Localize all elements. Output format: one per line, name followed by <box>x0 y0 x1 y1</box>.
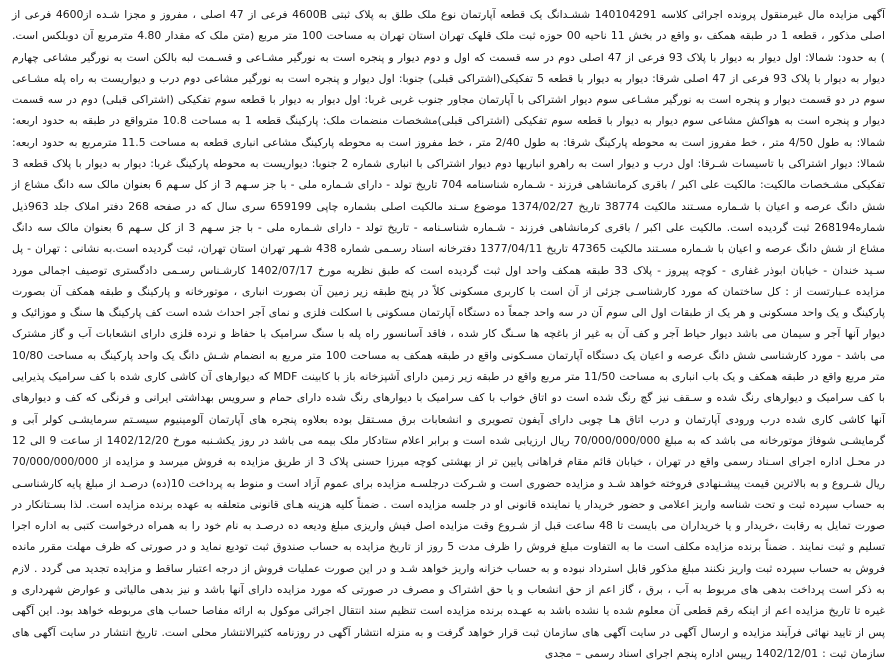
auction-notice-text: آگهی مزایده مال غیرمنقول پرونده اجرائی کلاسه 140104291 ششـدانگ یک قطعه آپارتمان نوع ملک طلق به پلاک ثبتی 4600B فرعی از 47 اصلی ، مفروز و مجزا شـده از4600 فرعی از اصلی مذکور ، قطعه 1 در طبقه همکف ،و واقع در بخش 11 ناحیه 00 حوزه ثبت ملک قلهک تهران استان تهران به مساحت 100 متر مربع (متن ملک که مقدار 4.80 مترمربع آن دوبلکس است. ) به حدود: شمالا: اول دیوار به دیوار با پلاک 93 فرعی از 47 اصلی دوم در سه قسمت که اول و دوم دیوار و پنجره است به نورگیر مشـاعی و قسـمت لبه بالکن است به نورگیر مشاعی چهارم دیوار به دیوار با پلاک 93 فرعی از 47 اصلی شرقا: دیوار به دیوار با قطعه 5 تفکیکی(اشتراکی قبلی) جنوبا: اول دیوار و پنجره است به نورگیر مشاعی دوم درب و دیواریست به راه پله مشـاعی سوم در دو قسمت دیوار و پنجره است به نورگیر مشـاعی سوم دیوار اشتراکی با آپارتمان مجاور جنوب غربی غربا: اول دیوار به دیوار با قطعه سوم تفکیکی (اشتراکی قبلی) دوم در سه قسمت دیوار و پنجره است به هواکش مشاعی سوم دیوار به دیوار با قطعه سوم تفکیکی (اشتراکی قبلی)مشخصات منضمات ملک: پارکینگ قطعه 1 به مساحت 10.8 مترواقع در طبقه به حدود اربعه: شمالا: به طول 4/50 متر ، خط مفروز است به محوطه پارکینگ شرقا: به طول 2/40 متر ، خط مفروز است به محوطه پارکینگ مشاعی انباری قطعه به مساحت 11.5 مترمربع به حدود اربعه: شمالا: دیوار اشتراکی با تاسیسات شـرقا: اول درب و دیوار است به راهرو انباریها دوم دیوار اشتراکی با انباری شماره 2 جنوبا: دیواریست به محوطه پارکینگ غربا: دیوار به دیوار با پلاک قطعه 3 تفکیکی مشـخصات مالکیت: مالکیت علی اکبر / باقری کرمانشاهی فرزند - شـماره شناسنامه 704 تاریخ تولد - دارای شـماره ملی - با جز سـهم 3 از کل سـهم 6 بعنوان مالک سه دانگ مشاع از شش دانگ عرصه و اعیان با شـماره مسـتند مالکیت 38774 تاریخ 1374/02/27 موضوع سـند مالکیت اصلی بشماره چاپی 659199 سری سال که در صفحه 268 دفتر املاک جلد 963ذیل شماره268194 ثبت گردیده است. مالکیت علی اکبر / باقری کرمانشاهی فرزند - شـماره شناسـنامه - تاریخ تولد - دارای شـماره ملی - با جز سـهم 3 از کل سـهم 6 بعنوان مالک سه دانگ مشاع از شش دانگ عرصه و اعیان با شـماره مسـتند مالکیت 47365 تاریخ 1377/04/11 دفترخانه اسناد رسـمی شماره 438 شـهر تهران استان تهران، ثبت گردیده است.به نشانی : تهران - پل سـید خندان - خیابان ابوذر غفاری - کوچه پیروز - پلاک 33 طبقه همکف واحد اول ثبت گردیده است که طبق نظریه مورخ 1402/07/17 کارشـناس رسـمی دادگستری توصیف اجمالی مورد مزایده عـبارتست از : کل ساختمان که مورد کارشناسـی جزئی از آن است با کاربری مسکونی کلاً در پنج طبقه زیر زمین آن بصورت انباری ، موتورخانه و پارکینگ و طبقه همکف آن بصورت پارکینگ و یک واحد مسکونی و هر یک از طبقات اول الی سوم آن در سه واحد جمعاً ده دستگاه آپارتمان مسکونی با اسکلت فلزی و نمای آجر احداث شده است کف پارکینگ ها سنگ و موزائیک و دیوار آنها آجر و سیمان می باشد دیوار حیاط آجر و کف آن به غیر از باغچه ها سـنگ کار شده ، فاقد آسانسور راه پله با سنگ سرامیک با حفاظ و نرده فلزی دارای انشعابات آب و گاز مشترک می باشد - مورد کارشناسی شش دانگ عرصه و اعیان یک دستگاه آپارتمان مسـکونی واقع در طبقه همکف به مساحت 100 متر مربع به انضمام شـش دانگ یک واحد پارکینگ به مساحت 10/80 متر مربع واقع در طبقه همکف و یک باب انباری به مساحت 11/50 متر مربع واقع در طبقه زیر زمین دارای آشپزخانه باز با کابینت MDF که دیوارهای آن کاشی کاری شده با کف سرامیک پذیرایی با کف سرامیک و دیوارهای رنگ شده و سـقف نیز گچ رنگ شده است دو اتاق خواب با کف سرامیک با دیوارهای رنگ شده دارای حمام و سرویس بهداشتی ایرانی و فرنگی که کف و دیوارهای آنها کاشی کاری شده درب ورودی آپارتمان و درب اتاق هـا چوبی دارای آیفون تصویری و انشعابات برق مسـتقل بوده بعلاوه پنجره های آپارتمان آلومینیوم سیسـتم سرمایشـی کولر آبی و گرمایشـی شوفاژ موتورخانه می باشد که به مبلغ 70/000/000/000 ریال ارزیابی شده است و برابر اعلام ستادکار ملک بیمه می باشد در روز یکشـنبه مورخ 1402/12/20 از ساعت 9 الی 12 در محـل اداره اجرای اسـناد رسمی واقع در تهران ، خیابان قائم مقام فراهانی پایین تر از بهشتی کوچه میرزا حسنی پلاک 3 از طریق مزایده به فروش میرسد و مزایده از 70/000/000/000 ریال شـروع و به بالاترین قیمت پیشـنهادی فروخته خواهد شـد و مزایده حضوری است و شـرکت درجلسـه مزایده برای عموم آزاد است و منوط به پرداخت 10(ده) درصـد از مبلغ پایه کارشناسـی به حساب سپرده ثبت و تحت شناسه واریز اعلامی و حضور خریدار یا نماینده قانونی او در جلسه مزایده است . ضمناً کلیه هزینه هـای قانونی متعلقه به عهده برنده مزایده است. لذا بسـتانکار در صورت تمایل به رقابت ،خریدار و یا خریداران می بایست تا 48 ساعت قبل از شـروع وقت مزایده اصل فیش واریزی مبلغ ودیعه ده درصـد به نام خود را به همراه درخواست کتبی به اداره اجرا تسلیم و ثبت نمایند . ضمناً برنده مزایده مکلف است ما به التفاوت مبلغ فروش را ظرف مدت 5 روز از تاریخ مزایده به حساب صندوق ثبت تودیع نماید و در صورتی که ظرف مهلت مقرر مانده فروش به حساب سپرده ثبت واریز نکنند مبلغ مذکور قابل استرداد نبوده و به حساب خزانه واریز خواهد شـد و در این صورت عملیات فروش از درجه اعتبار ساقط و مزایده تجدید می گردد . لازم به ذکر است پرداخت بدهی های مربوط به آب ، برق ، گاز اعم از حق انشعاب و یا حق اشتراک و مصرف در صورتی که مورد مزایده دارای آنها باشد و نیز بدهی مالیاتی و عوارض شهرداری و غیره تا تاریخ مزایده اعم از اینکه رقم قطعی آن معلوم شده یا نشده باشد به عهـده برنده مزایده است تنظیم سند انتقال اجرائی موکول به ارائه مفاصا حساب های مربوطه خواهد بود. این آگهی پس از تایید نهائی فرآیند مزایده و ارسال آگهی در سایت آگهی های سازمان ثبت قرار خواهد گرفت و به منزله انتشار آگهی در روزنامه کثیرالانتشار محلی است. تاریخ انتشار در سایت آگهی های سازمان ثبت : 1402/12/01 رییس اداره پنجم اجرای اسناد رسمی – مجدی <box>12 8 886 660</box>
